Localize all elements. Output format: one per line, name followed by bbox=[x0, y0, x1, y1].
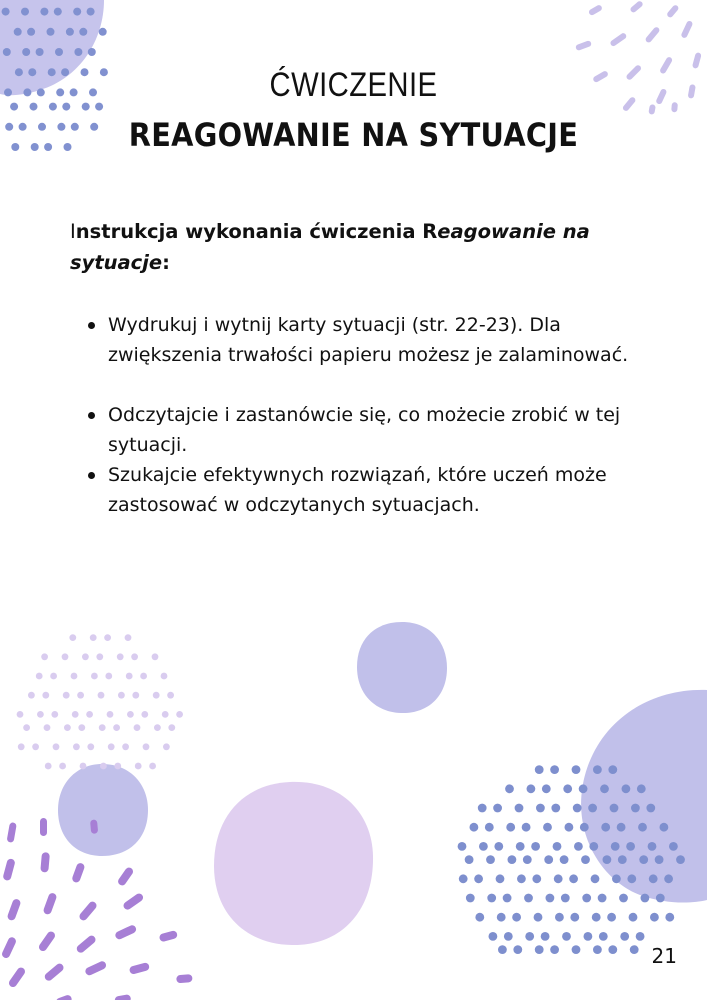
decor-dot bbox=[86, 711, 93, 718]
decor-dot bbox=[541, 932, 550, 941]
decor-dot bbox=[608, 945, 617, 954]
decor-dot bbox=[80, 763, 87, 770]
decor-dot bbox=[127, 711, 134, 718]
decor-dot bbox=[132, 692, 139, 699]
decor-stroke bbox=[117, 866, 135, 887]
decor-dot bbox=[37, 711, 44, 718]
decor-dot bbox=[527, 784, 536, 793]
decor-dot bbox=[42, 692, 49, 699]
decor-dot bbox=[648, 842, 657, 851]
decor-dot bbox=[498, 945, 507, 954]
decor-dot bbox=[22, 48, 30, 56]
dots-left-light bbox=[17, 634, 183, 769]
decor-dot bbox=[118, 692, 125, 699]
decor-dot bbox=[64, 724, 71, 731]
decor-dot bbox=[601, 823, 610, 832]
decor-dot bbox=[489, 932, 498, 941]
decor-dot bbox=[478, 804, 487, 813]
decor-dot bbox=[522, 823, 531, 832]
decor-dot bbox=[77, 692, 84, 699]
decor-dot bbox=[134, 724, 141, 731]
decor-stroke bbox=[84, 960, 107, 977]
decor-dot bbox=[665, 913, 674, 922]
decor-dot bbox=[555, 913, 564, 922]
decor-dot bbox=[649, 874, 658, 883]
decor-dot bbox=[580, 823, 589, 832]
blob-right-large bbox=[581, 690, 707, 903]
decor-dot bbox=[523, 855, 532, 864]
decor-dot bbox=[544, 855, 553, 864]
decor-dot bbox=[536, 804, 545, 813]
decor-dot bbox=[91, 673, 98, 680]
decor-dot bbox=[105, 673, 112, 680]
decor-dot bbox=[10, 103, 18, 111]
decor-dot bbox=[82, 653, 89, 660]
decor-dot bbox=[122, 743, 129, 750]
decor-stroke bbox=[55, 994, 73, 1000]
decor-dot bbox=[570, 913, 579, 922]
decor-stroke bbox=[666, 4, 680, 19]
decor-dot bbox=[153, 692, 160, 699]
decor-stroke bbox=[659, 56, 673, 75]
decor-dot bbox=[607, 913, 616, 922]
decor-stroke bbox=[122, 892, 145, 911]
decor-dot bbox=[36, 48, 44, 56]
decor-dot bbox=[125, 634, 132, 641]
decor-dot bbox=[79, 28, 87, 36]
decor-dot bbox=[669, 842, 678, 851]
decor-stroke bbox=[43, 962, 65, 982]
instruction-lead-text: nstrukcja wykonania ćwiczenia R bbox=[75, 220, 438, 243]
decor-dot bbox=[17, 711, 24, 718]
steps-list bbox=[88, 310, 668, 520]
instruction-exercise-name: eagowanie na sytuacje bbox=[70, 220, 590, 274]
decor-dot bbox=[475, 913, 484, 922]
decor-dot bbox=[591, 874, 600, 883]
decor-dot bbox=[517, 874, 526, 883]
decor-dot bbox=[638, 823, 647, 832]
decor-dot bbox=[487, 894, 496, 903]
decor-stroke bbox=[176, 974, 193, 983]
decor-dot bbox=[44, 724, 51, 731]
decor-dot bbox=[14, 28, 22, 36]
decor-dot bbox=[40, 8, 48, 16]
decor-dot bbox=[100, 763, 107, 770]
decor-dot bbox=[149, 763, 156, 770]
decor-dot bbox=[506, 823, 515, 832]
decor-dot bbox=[37, 88, 45, 96]
decor-dot bbox=[5, 123, 13, 131]
decor-stroke bbox=[688, 84, 696, 99]
decor-stroke bbox=[609, 32, 627, 47]
decor-dot bbox=[143, 743, 150, 750]
decor-stroke bbox=[37, 930, 56, 953]
decor-dot bbox=[23, 88, 31, 96]
decor-stroke bbox=[2, 858, 15, 881]
decor-dot bbox=[466, 894, 475, 903]
decor-dot bbox=[470, 823, 479, 832]
decor-dot bbox=[593, 765, 602, 774]
decor-stroke bbox=[40, 818, 47, 836]
decor-dot bbox=[479, 842, 488, 851]
decor-dot bbox=[63, 692, 70, 699]
decor-dot bbox=[53, 743, 60, 750]
decor-dot bbox=[23, 724, 30, 731]
decor-dot bbox=[603, 855, 612, 864]
decor-dot bbox=[96, 653, 103, 660]
decor-dot bbox=[54, 8, 62, 16]
decor-stroke bbox=[7, 966, 26, 989]
decor-stroke bbox=[6, 898, 21, 921]
decor-stroke bbox=[42, 892, 57, 915]
decor-dot bbox=[69, 634, 76, 641]
decor-dot bbox=[497, 913, 506, 922]
decor-dot bbox=[650, 913, 659, 922]
decor-dot bbox=[141, 711, 148, 718]
decor-dot bbox=[610, 804, 619, 813]
decor-dot bbox=[631, 804, 640, 813]
blob-lilac bbox=[214, 782, 373, 945]
decor-dot bbox=[676, 855, 685, 864]
decor-dot bbox=[504, 932, 513, 941]
decor-dot bbox=[563, 784, 572, 793]
decor-dot bbox=[572, 945, 581, 954]
decor-dot bbox=[561, 894, 570, 903]
decor-dot bbox=[114, 763, 121, 770]
decor-dot bbox=[135, 763, 142, 770]
decor-dot bbox=[572, 765, 581, 774]
decor-dot bbox=[99, 28, 107, 36]
decor-dot bbox=[50, 673, 57, 680]
decor-dot bbox=[593, 945, 602, 954]
decor-dot bbox=[535, 945, 544, 954]
decor-stroke bbox=[648, 104, 656, 115]
decor-stroke bbox=[680, 20, 693, 39]
decor-dot bbox=[629, 913, 638, 922]
decor-dot bbox=[524, 894, 533, 903]
decor-dot bbox=[2, 8, 10, 16]
decor-dot bbox=[531, 842, 540, 851]
decor-stroke bbox=[692, 52, 702, 69]
decor-dot bbox=[27, 28, 35, 36]
decor-dot bbox=[161, 673, 168, 680]
decor-dot bbox=[656, 894, 665, 903]
decor-dot bbox=[542, 784, 551, 793]
decor-dot bbox=[486, 855, 495, 864]
decor-dot bbox=[55, 48, 63, 56]
decor-dot bbox=[154, 724, 161, 731]
decor-dot bbox=[162, 711, 169, 718]
instruction-suffix: : bbox=[162, 251, 170, 274]
page-title-line2: REAGOWANIE NA SYTUACJE bbox=[128, 116, 579, 154]
list-item: Odczytajcie i zastanówcie się, co możecie zrobić w tej sytuacji. bbox=[88, 400, 668, 460]
decor-dot bbox=[630, 945, 639, 954]
decor-dot bbox=[626, 842, 635, 851]
decor-stroke bbox=[588, 4, 603, 16]
decor-dot bbox=[465, 855, 474, 864]
decor-dot bbox=[51, 711, 58, 718]
decor-dot bbox=[59, 763, 66, 770]
decor-dot bbox=[622, 784, 631, 793]
decor-dot bbox=[107, 711, 114, 718]
decor-dot bbox=[619, 894, 628, 903]
decor-dot bbox=[32, 743, 39, 750]
decor-stroke bbox=[644, 26, 660, 44]
decor-dot bbox=[62, 653, 69, 660]
decor-dot bbox=[589, 842, 598, 851]
decor-dot bbox=[612, 874, 621, 883]
decor-stroke bbox=[75, 934, 97, 954]
decor-stroke bbox=[114, 924, 137, 941]
decor-stroke bbox=[7, 822, 17, 843]
decor-dot bbox=[152, 653, 159, 660]
decor-dot bbox=[15, 68, 23, 76]
decor-stroke bbox=[40, 852, 50, 873]
page-number: 21 bbox=[651, 944, 677, 968]
decor-dot bbox=[599, 932, 608, 941]
decor-dot bbox=[551, 804, 560, 813]
decor-dot bbox=[87, 743, 94, 750]
decor-dot bbox=[617, 823, 626, 832]
decor-dot bbox=[474, 874, 483, 883]
decor-dot bbox=[554, 874, 563, 883]
decor-dot bbox=[592, 913, 601, 922]
decor-dot bbox=[574, 842, 583, 851]
decor-dot bbox=[47, 28, 55, 36]
decor-dot bbox=[99, 724, 106, 731]
decor-dot bbox=[627, 874, 636, 883]
decor-dot bbox=[41, 653, 48, 660]
decor-dot bbox=[598, 894, 607, 903]
decor-dot bbox=[113, 724, 120, 731]
decor-dot bbox=[565, 823, 574, 832]
decor-dot bbox=[494, 842, 503, 851]
decor-stroke bbox=[159, 930, 178, 942]
decor-dot bbox=[21, 8, 29, 16]
decor-dot bbox=[66, 28, 74, 36]
blob-left-small bbox=[58, 764, 148, 856]
decor-dot bbox=[19, 123, 27, 131]
decor-stroke bbox=[671, 102, 678, 112]
decor-stroke bbox=[629, 0, 644, 14]
list-item: Szukajcie efektywnych rozwiązań, które uczeń może zastosować w odczytanych sytuacjach. bbox=[88, 460, 668, 520]
decor-dot bbox=[525, 932, 534, 941]
decor-dot bbox=[560, 855, 569, 864]
decor-dot bbox=[28, 68, 36, 76]
decor-dot bbox=[584, 932, 593, 941]
decor-dot bbox=[646, 804, 655, 813]
decor-dot bbox=[493, 804, 502, 813]
page-title-line1: ĆWICZENIE bbox=[269, 66, 438, 104]
decor-dot bbox=[28, 692, 35, 699]
decor-dot bbox=[88, 48, 96, 56]
decor-stroke bbox=[114, 994, 131, 1000]
decor-dot bbox=[582, 894, 591, 903]
decor-dot bbox=[90, 634, 97, 641]
blob-small-circle bbox=[357, 622, 447, 713]
decor-dot bbox=[126, 673, 133, 680]
decor-dot bbox=[98, 692, 105, 699]
decor-dot bbox=[620, 932, 629, 941]
decor-dot bbox=[535, 765, 544, 774]
decor-dot bbox=[600, 784, 609, 793]
decor-dot bbox=[550, 765, 559, 774]
decor-dot bbox=[18, 743, 25, 750]
decor-dot bbox=[512, 913, 521, 922]
decor-dot bbox=[87, 8, 95, 16]
decor-dot bbox=[108, 743, 115, 750]
decor-dot bbox=[459, 874, 468, 883]
decor-dot bbox=[515, 804, 524, 813]
decor-stroke bbox=[129, 962, 150, 975]
decor-dot bbox=[664, 874, 673, 883]
decor-stroke bbox=[575, 40, 592, 51]
decor-dot bbox=[496, 874, 505, 883]
decor-dot bbox=[608, 765, 617, 774]
decor-dot bbox=[546, 894, 555, 903]
decor-dot bbox=[581, 855, 590, 864]
decor-dot bbox=[534, 913, 543, 922]
decor-dot bbox=[550, 945, 559, 954]
decor-dot bbox=[513, 945, 522, 954]
decor-dot bbox=[639, 855, 648, 864]
decor-dot bbox=[4, 88, 12, 96]
decor-dot bbox=[553, 842, 562, 851]
decor-dot bbox=[73, 743, 80, 750]
decor-dot bbox=[140, 673, 147, 680]
decor-dot bbox=[3, 48, 11, 56]
decor-dot bbox=[72, 711, 79, 718]
decor-dot bbox=[543, 823, 552, 832]
decor-dot bbox=[611, 842, 620, 851]
decor-dot bbox=[176, 711, 183, 718]
decor-dot bbox=[579, 784, 588, 793]
decor-dot bbox=[30, 103, 38, 111]
decor-dot bbox=[78, 724, 85, 731]
decor-stroke bbox=[71, 862, 85, 884]
decor-stroke bbox=[1, 936, 18, 959]
decor-dot bbox=[74, 48, 82, 56]
decor-dot bbox=[168, 724, 175, 731]
decor-dot bbox=[562, 932, 571, 941]
decor-dot bbox=[36, 673, 43, 680]
decor-dot bbox=[503, 894, 512, 903]
decor-dot bbox=[532, 874, 541, 883]
decor-dot bbox=[655, 855, 664, 864]
decor-dot bbox=[131, 653, 138, 660]
list-item: Wydrukuj i wytnij karty sytuacji (str. 22-23). Dla zwiększenia trwałości papieru możesz je zalaminować. bbox=[88, 310, 668, 370]
decor-dot bbox=[573, 804, 582, 813]
decor-dot bbox=[636, 932, 645, 941]
decor-dot bbox=[637, 784, 646, 793]
decor-dot bbox=[104, 634, 111, 641]
decor-dot bbox=[71, 673, 78, 680]
instruction-heading bbox=[70, 216, 630, 278]
decor-dot bbox=[167, 692, 174, 699]
decor-dot bbox=[45, 763, 52, 770]
decor-stroke bbox=[78, 900, 98, 922]
decor-dot bbox=[588, 804, 597, 813]
decor-dot bbox=[505, 784, 514, 793]
decor-dot bbox=[660, 823, 669, 832]
decor-dot bbox=[11, 143, 19, 151]
decor-dot bbox=[485, 823, 494, 832]
decor-dot bbox=[618, 855, 627, 864]
instruction-lead-letter: I bbox=[70, 220, 76, 243]
decor-dot bbox=[641, 894, 650, 903]
decor-dot bbox=[569, 874, 578, 883]
decor-dot bbox=[163, 743, 170, 750]
decor-dot bbox=[73, 8, 81, 16]
decor-dot bbox=[117, 653, 124, 660]
decor-dot bbox=[516, 842, 525, 851]
decor-dot bbox=[508, 855, 517, 864]
decor-dot bbox=[458, 842, 467, 851]
